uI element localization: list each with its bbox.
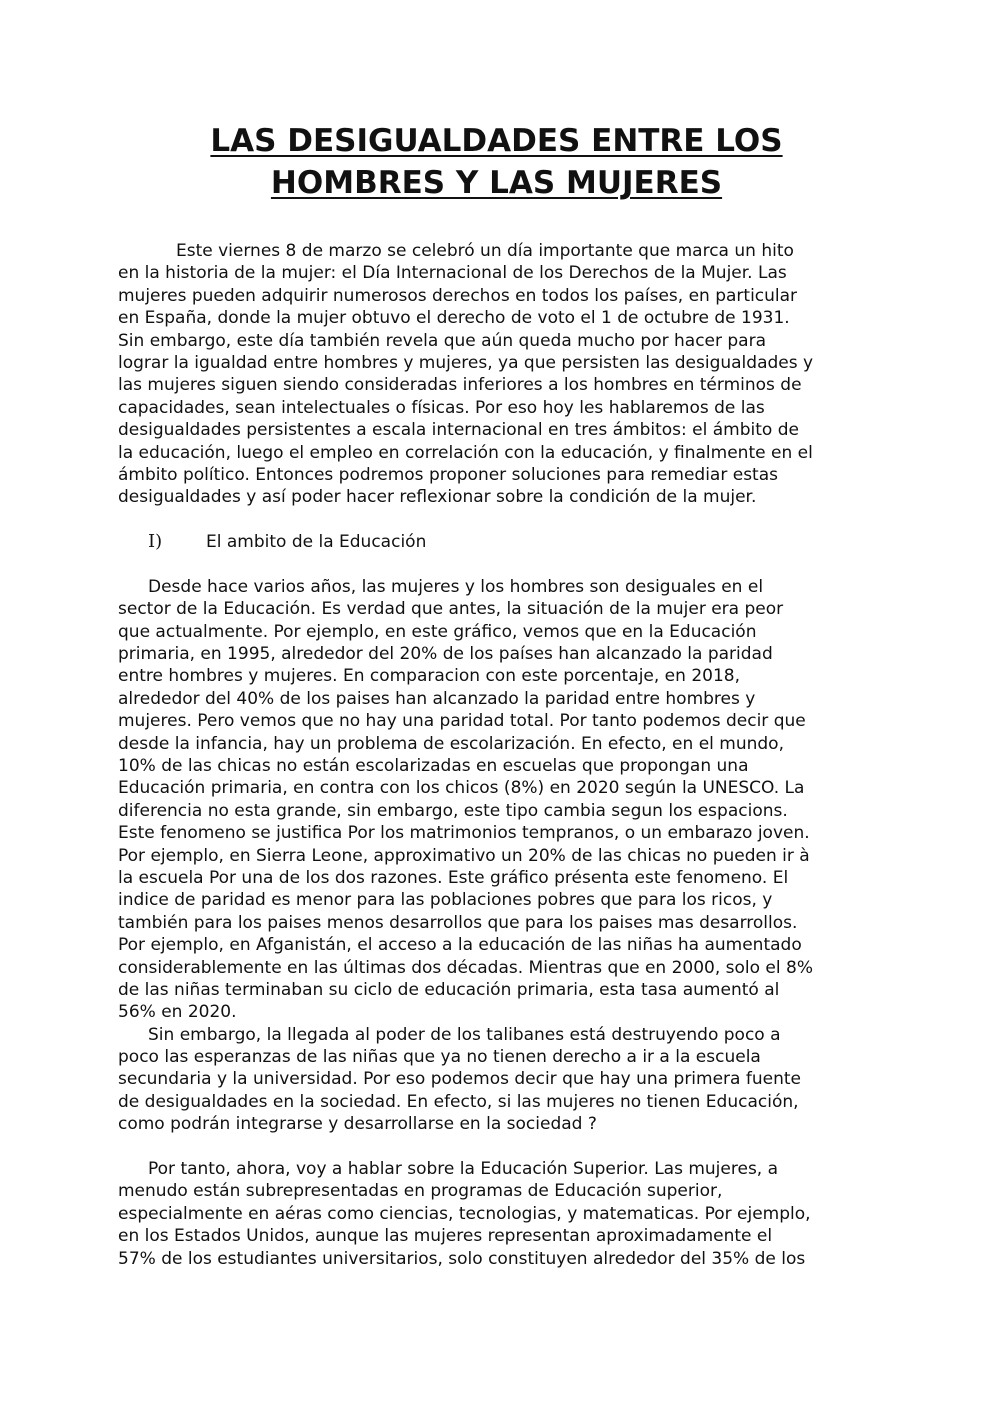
intro-line: desigualdades persistentes a escala internacional en tres ámbitos: el ámbito de: [118, 420, 799, 441]
paragraph-line: de las niñas terminaban su ciclo de educación primaria, esta tasa aumentó al: [118, 979, 780, 1000]
intro-line: Este viernes 8 de marzo se celebró un día importante que marca un hito: [176, 241, 794, 261]
title-line: HOMBRES Y LAS MUJERES: [270, 165, 723, 201]
intro-line: en España, donde la mujer obtuvo el derecho de voto el 1 de octubre de 1931.: [118, 308, 790, 329]
paragraph-line: la escuela Por una de los dos razones. Este gráfico présenta este fenomeno. El: [118, 867, 789, 888]
paragraph-line: Por tanto, ahora, voy a hablar sobre la Educación Superior. Las mujeres, a: [148, 1159, 779, 1180]
paragraph-line: Por ejemplo, en Sierra Leone, approximativo un 20% de las chicas no pueden ir à: [118, 845, 810, 866]
paragraph-line: 10% de las chicas no están escolarizadas en escuelas que propongan una: [118, 755, 749, 776]
intro-line: las mujeres siguen siendo consideradas inferiores a los hombres en términos de: [118, 375, 802, 396]
section-numeral: I): [148, 531, 163, 553]
title-line: LAS DESIGUALDADES ENTRE LOS: [210, 123, 783, 159]
paragraph-line: diferencia no esta grande, sin embargo, este tipo cambia segun los espacions.: [118, 800, 788, 821]
paragraph-line: primaria, en 1995, alrededor del 20% de los países han alcanzado la paridad: [118, 644, 773, 665]
paragraph-line: especialmente en aéras como ciencias, tecnologias, y matematicas. Por ejemplo,: [118, 1203, 811, 1224]
paragraph-line: menudo están subrepresentadas en programas de Educación superior,: [118, 1181, 723, 1202]
paragraph-line: considerablemente en las últimas dos décadas. Mientras que en 2000, solo el 8%: [118, 957, 813, 978]
paragraph-line: desde la infancia, hay un problema de escolarización. En efecto, en el mundo,: [118, 733, 784, 754]
paragraph-line: 56% en 2020.: [118, 1002, 237, 1023]
paragraph-line: Desde hace varios años, las mujeres y los hombres son desiguales en el: [148, 576, 764, 597]
intro-line: ámbito político. Entonces podremos proponer soluciones para remediar estas: [118, 464, 778, 485]
paragraph-line: de desigualdades en la sociedad. En efecto, si las mujeres no tienen Educación,: [118, 1091, 799, 1112]
intro-line: lograr la igualdad entre hombres y mujeres, ya que persisten las desigualdades y: [118, 352, 814, 373]
paragraph-line: Este fenomeno se justifica Por los matrimonios tempranos, o un embarazo joven.: [118, 823, 810, 844]
paragraph-line: entre hombres y mujeres. En comparacion con este porcentaje, en 2018,: [118, 666, 740, 687]
higher-education-paragraph: [118, 1158, 878, 1270]
paragraph-line: que actualmente. Por ejemplo, en este gráfico, vemos que en la Educación: [118, 621, 757, 642]
document-title: [118, 120, 875, 204]
paragraph-line: también para los paises menos desarrollos que para los paises mas desarrollos.: [118, 912, 798, 933]
paragraph-line: 57% de los estudiantes universitarios, solo constituyen alrededor del 35% de los: [118, 1248, 806, 1269]
intro-line: Sin embargo, este día también revela que aún queda mucho por hacer para: [118, 330, 767, 351]
paragraph-line: secundaria y la universidad. Por eso podemos decir que hay una primera fuente: [118, 1069, 801, 1090]
paragraph-line: alrededor del 40% de los paises han alcanzado la paridad entre hombres y: [118, 688, 756, 709]
paragraph-line: indice de paridad es menor para las poblaciones pobres que para los ricos, y: [118, 890, 773, 911]
intro-paragraph: [118, 240, 878, 509]
intro-line: desigualdades y así poder hacer reflexionar sobre la condición de la mujer.: [118, 487, 757, 508]
paragraph-line: sector de la Educación. Es verdad que antes, la situación de la mujer era peor: [118, 599, 784, 620]
paragraph-line: Educación primaria, en contra con los chicos (8%) en 2020 según la UNESCO. La: [118, 778, 805, 799]
intro-line: capacidades, sean intelectuales o físicas. Por eso hoy les hablaremos de las: [118, 397, 765, 418]
education-paragraph: [118, 576, 878, 1024]
section-title: El ambito de la Educación: [206, 532, 427, 553]
talibanes-paragraph: [118, 1024, 878, 1136]
paragraph-line: Por ejemplo, en Afganistán, el acceso a la educación de las niñas ha aumentado: [118, 935, 802, 956]
intro-line: la educación, luego el empleo en correlación con la educación, y finalmente en el: [118, 442, 813, 463]
intro-line: mujeres pueden adquirir numerosos derechos en todos los países, en particular: [118, 285, 798, 306]
section-heading: [148, 531, 878, 553]
document-body: [118, 240, 878, 1270]
paragraph-line: poco las esperanzas de las niñas que ya no tienen derecho a ir a la escuela: [118, 1047, 761, 1068]
paragraph-line: mujeres. Pero vemos que no hay una paridad total. Por tanto podemos decir que: [118, 711, 806, 732]
paragraph-line: Sin embargo, la llegada al poder de los talibanes está destruyendo poco a: [148, 1024, 781, 1045]
intro-line: en la historia de la mujer: el Día Internacional de los Derechos de la Mujer. Las: [118, 263, 787, 284]
paragraph-line: como podrán integrarse y desarrollarse en la sociedad ?: [118, 1114, 597, 1135]
paragraph-line: en los Estados Unidos, aunque las mujeres representan aproximadamente el: [118, 1226, 773, 1247]
